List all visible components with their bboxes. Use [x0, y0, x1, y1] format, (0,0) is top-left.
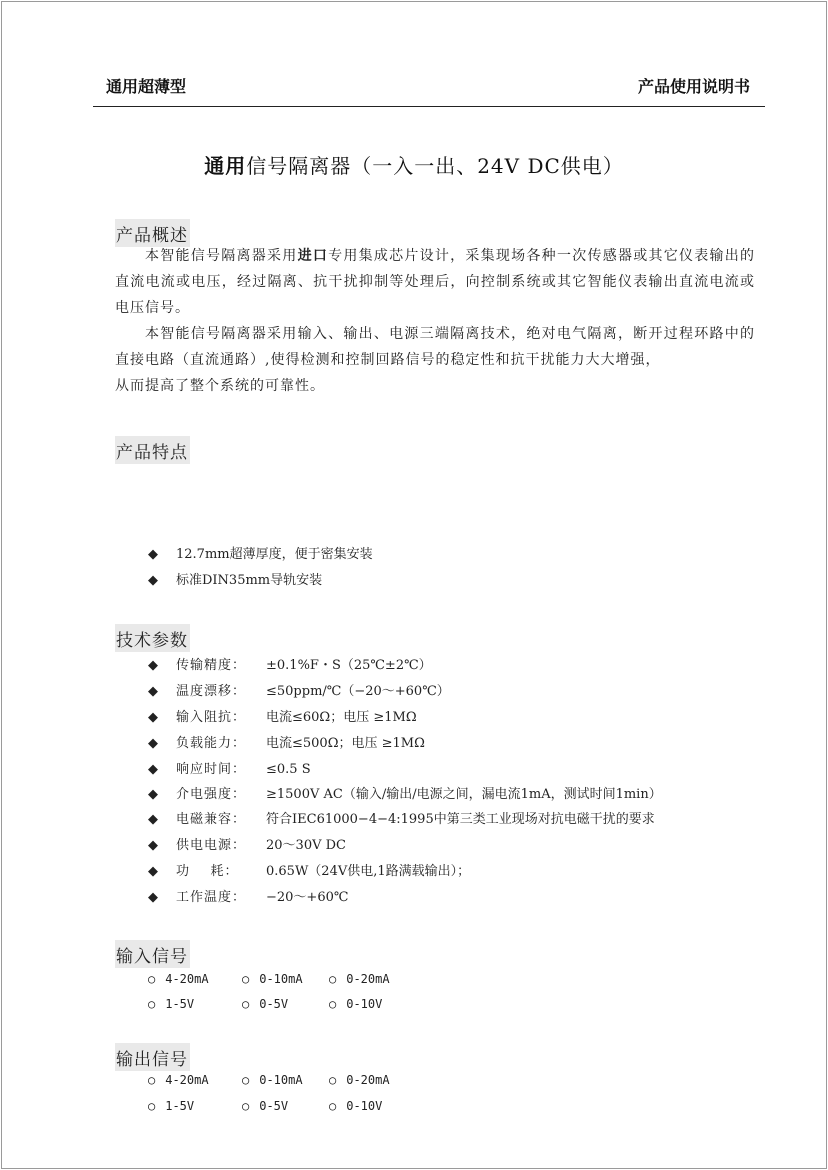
spec-label: 工作温度： [176, 890, 247, 905]
option-label: 0-20mA [346, 1073, 390, 1087]
output-option [329, 1073, 390, 1087]
spec-row [148, 860, 470, 879]
option-label: 4-20mA [165, 972, 209, 986]
spec-value: 20～30V DC [266, 838, 346, 853]
document-title [0, 150, 828, 179]
spec-label: 传输精度： [176, 658, 247, 673]
circle-icon: ○ [148, 1073, 156, 1087]
option-label: 1-5V [165, 1099, 195, 1113]
spec-label: 响应时间： [176, 762, 247, 777]
diamond-bullet-icon: ◆ [148, 762, 158, 777]
input-option [148, 997, 194, 1011]
spec-value: 0.65W（24V供电,1路满载输出）； [266, 864, 471, 879]
spec-row [148, 680, 450, 699]
spec-label: 负载能力： [176, 736, 247, 751]
section-heading-specs: 技术参数 [115, 624, 190, 652]
input-option [329, 997, 382, 1011]
circle-icon: ○ [242, 1073, 250, 1087]
circle-icon: ○ [329, 997, 337, 1011]
spec-row [148, 834, 346, 853]
input-option [242, 997, 288, 1011]
diamond-bullet-icon: ◆ [148, 573, 158, 588]
overview-paragraph-2: 本智能信号隔离器采用输入、输出、电源三端隔离技术，绝对电气隔离，断开过程环路中的直接电路（直流通路）,使得检测和控制回路信号的稳定性和抗干扰能力大大增强， [115, 326, 755, 368]
diamond-bullet-icon: ◆ [148, 812, 158, 827]
input-option [242, 972, 303, 986]
spec-label: 温度漂移： [176, 684, 247, 699]
spec-value: ≥1500V AC（输入/输出/电源之间，漏电流1mA，测试时间1min） [266, 787, 662, 802]
diamond-bullet-icon: ◆ [148, 838, 158, 853]
spec-value: 电流≤60Ω；电压 ≥1MΩ [266, 710, 417, 725]
diamond-bullet-icon: ◆ [148, 658, 158, 673]
header-divider [93, 106, 765, 107]
spec-value: 电流≤500Ω；电压 ≥1MΩ [266, 736, 425, 751]
feature-text: 标准DIN35mm导轨安装 [176, 573, 323, 588]
circle-icon: ○ [148, 997, 156, 1011]
diamond-bullet-icon: ◆ [148, 890, 158, 905]
spec-row [148, 886, 348, 905]
section-heading-features: 产品特点 [115, 436, 190, 464]
title-bold-part: 通用 [204, 154, 247, 178]
circle-icon: ○ [242, 972, 250, 986]
spec-label: 介电强度： [176, 787, 247, 802]
overview-p1-end: 专用集成芯片设计，采集现场各种一次传感器或其它仪表输出的直流电流或电压，经过隔离、抗干扰抑制等处理后，向控制系统或其它智能仪表输出直流电流或电压信号。 [115, 248, 756, 316]
feature-item [148, 543, 373, 562]
overview-paragraph-1 [115, 243, 755, 321]
feature-item [148, 569, 322, 588]
spec-label: 电磁兼容： [176, 812, 247, 827]
spec-row [148, 758, 311, 777]
spec-row [148, 732, 425, 751]
spec-row [148, 706, 417, 725]
input-option [329, 972, 390, 986]
output-option [242, 1073, 303, 1087]
circle-icon: ○ [242, 997, 250, 1011]
option-label: 1-5V [165, 997, 195, 1011]
spec-row [148, 783, 662, 802]
output-option [148, 1073, 209, 1087]
circle-icon: ○ [148, 1099, 156, 1113]
option-label: 0-10mA [259, 1073, 303, 1087]
spec-label: 输入阻抗： [176, 710, 247, 725]
spec-value: ≤0.5 S [266, 762, 311, 777]
diamond-bullet-icon: ◆ [148, 787, 158, 802]
option-label: 0-10V [346, 997, 383, 1011]
spec-value: 符合IEC61000−4−4:1995中第三类工业现场对抗电磁干扰的要求 [266, 812, 655, 827]
section-heading-overview: 产品概述 [115, 219, 190, 247]
title-rest: 信号隔离器（一入一出、24V DC供电） [246, 154, 624, 178]
output-option [329, 1099, 382, 1113]
circle-icon: ○ [329, 1073, 337, 1087]
spec-value: −20～+60℃ [266, 890, 349, 905]
overview-p1-bold: 进口 [297, 248, 329, 264]
spec-label: 功 耗： [176, 864, 239, 879]
diamond-bullet-icon: ◆ [148, 684, 158, 699]
option-label: 0-5V [259, 1099, 289, 1113]
diamond-bullet-icon: ◆ [148, 736, 158, 751]
header-right-title: 产品使用说明书 [637, 77, 750, 96]
spec-row [148, 808, 655, 827]
spec-value: ±0.1%F・S（25℃±2℃） [266, 658, 432, 673]
option-label: 0-20mA [346, 972, 390, 986]
circle-icon: ○ [242, 1099, 250, 1113]
overview-p1-start: 本智能信号隔离器采用 [145, 248, 298, 264]
option-label: 0-10mA [259, 972, 303, 986]
output-option [242, 1099, 288, 1113]
header-left-title: 通用超薄型 [106, 77, 187, 96]
feature-text: 12.7mm超薄厚度，便于密集安装 [176, 547, 373, 562]
section-heading-output-signal: 输出信号 [115, 1043, 190, 1071]
diamond-bullet-icon: ◆ [148, 710, 158, 725]
output-option [148, 1099, 194, 1113]
circle-icon: ○ [329, 972, 337, 986]
diamond-bullet-icon: ◆ [148, 547, 158, 562]
spec-row [148, 654, 432, 673]
option-label: 0-5V [259, 997, 289, 1011]
diamond-bullet-icon: ◆ [148, 864, 158, 879]
circle-icon: ○ [148, 972, 156, 986]
overview-paragraph-3: 从而提高了整个系统的可靠性。 [115, 378, 325, 394]
spec-value: ≤50ppm/℃（−20～+60℃） [266, 684, 450, 699]
circle-icon: ○ [329, 1099, 337, 1113]
overview-text [115, 243, 755, 399]
option-label: 4-20mA [165, 1073, 209, 1087]
spec-label: 供电电源： [176, 838, 247, 853]
option-label: 0-10V [346, 1099, 383, 1113]
section-heading-input-signal: 输入信号 [115, 940, 190, 968]
input-option [148, 972, 209, 986]
